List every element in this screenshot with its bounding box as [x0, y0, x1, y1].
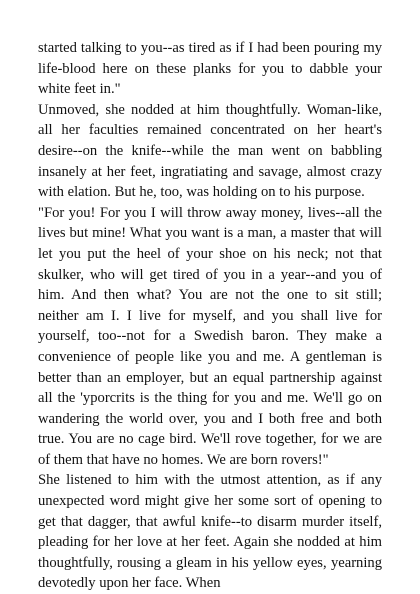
paragraph-3: "For you! For you I will throw away money, lives--all the lives but mine! What you want is a man, a master that will let you put the heel of your shoe on his neck; not that skulker, who will get tired of you in a year--and you of him. And then what? You are not the one to sit still; neither am I. I live for myself, and you shall live for yourself, too--not for a Swedish baron. They make a convenience of people like you and me. A gentleman is better than an employer, but an equal partnership against all the 'yporcrits is the thing for you and me. We'll go on wandering the world over, you and I both free and both true. You are no cage bird. We'll rove together, for we are of them that have no homes. We are born rovers!"	[38, 204, 382, 468]
paragraph-2: Unmoved, she nodded at him thoughtfully. Woman-like, all her faculties remained concentrated on her heart's desire--on the knife--while the man went on babbling insanely at her feet, ingratiating and savage, almost crazy with elation. But he, too, was holding on to his purpose.	[38, 101, 382, 201]
paragraph-4: She listened to him with the utmost attention, as if any unexpected word might give her some sort of opening to get that dagger, that awful knife--to disarm murder itself, pleading for her love at her feet. Again she nodded at him thoughtfully, rousing a gleam in his yellow eyes, yearning devotedly upon her face. When	[38, 472, 382, 592]
page-body	[38, 38, 382, 594]
paragraph-1: started talking to you--as tired as if I had been pouring my life-blood here on these planks for you to dabble your white feet in."	[38, 40, 382, 98]
